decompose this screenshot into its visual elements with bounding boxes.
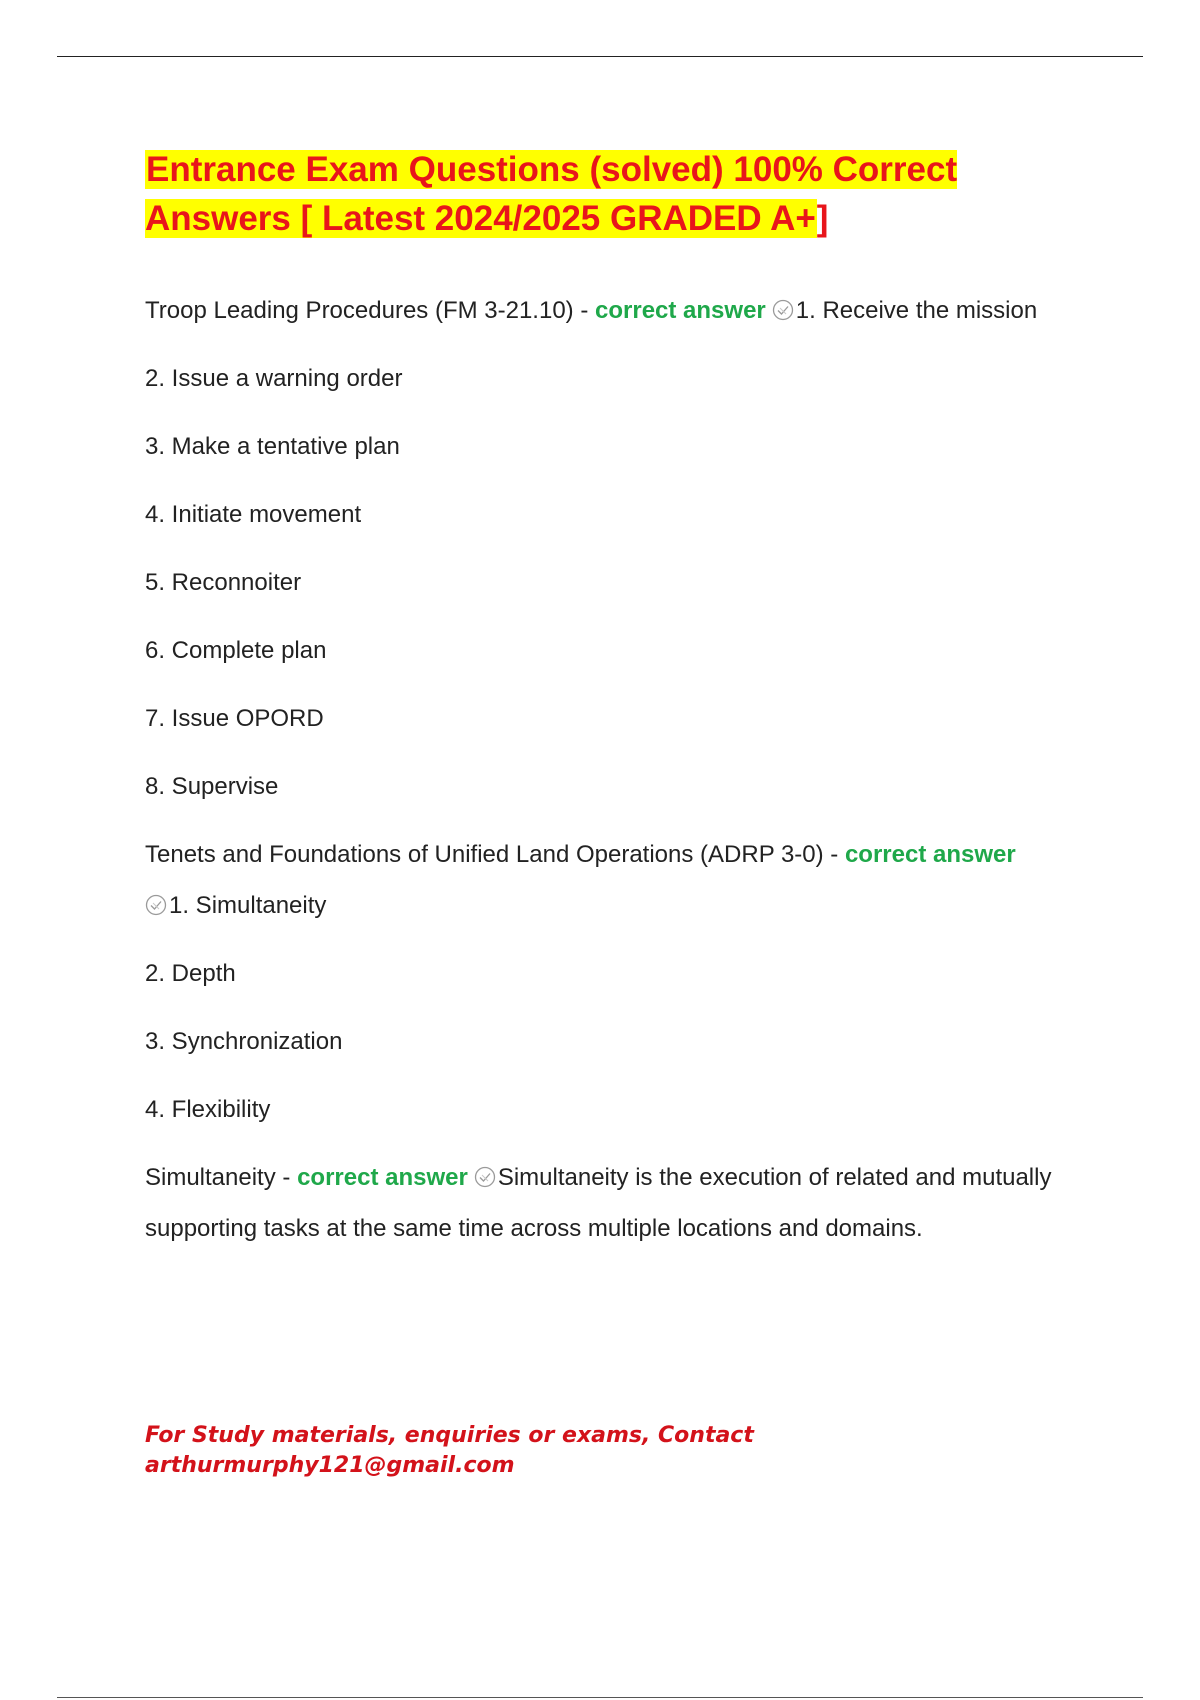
top-rule [57,56,1143,57]
correct-answer-label: correct answer [844,841,1016,868]
contact-note [145,1421,845,1481]
title-bracket: ] [816,199,829,238]
title-highlight: Entrance Exam Questions (solved) 100% Correct Answers [ Latest 2024/2025 GRADED A+ [145,150,958,238]
contact-line-1: For Study materials, enquiries or exams, Contact [145,1423,754,1448]
answer-item: 2. Issue a warning order [145,365,403,392]
qa-item-2-question [145,829,1085,931]
answer-first: 1. Simultaneity [169,892,327,919]
document-title [145,145,1025,243]
contact-email: arthurmurphy121@gmail.com [145,1453,515,1478]
answer-item: 8. Supervise [145,773,279,800]
check-circle-icon [772,299,794,321]
qa-list [145,285,1085,1254]
correct-answer-label: correct answer [297,1164,468,1191]
qa-item-3-question [145,1152,1085,1254]
answer-item: 7. Issue OPORD [145,705,324,732]
correct-answer-label: correct answer [595,297,766,324]
bottom-rule [57,1697,1143,1698]
check-circle-icon [474,1166,496,1188]
document-body [145,145,1085,1271]
answer-item: 6. Complete plan [145,637,327,664]
answer-first: 1. Receive the mission [795,297,1038,324]
question-text: Simultaneity - [145,1164,298,1191]
answer-first: Simultaneity is the execution of related and mutually supporting tasks at the same time across multiple locations and domains. [145,1164,1052,1242]
answer-item: 2. Depth [145,960,236,987]
answer-item: 4. Flexibility [145,1096,271,1123]
answer-item: 3. Synchronization [145,1028,343,1055]
check-circle-icon [145,894,167,916]
answer-item: 3. Make a tentative plan [145,433,400,460]
question-text: Troop Leading Procedures (FM 3-21.10) - [145,297,595,324]
qa-item-1-question [145,285,1085,336]
answer-item: 5. Reconnoiter [145,569,302,596]
answer-item: 4. Initiate movement [145,501,362,528]
question-text: Tenets and Foundations of Unified Land Operations (ADRP 3-0) - [145,841,845,868]
